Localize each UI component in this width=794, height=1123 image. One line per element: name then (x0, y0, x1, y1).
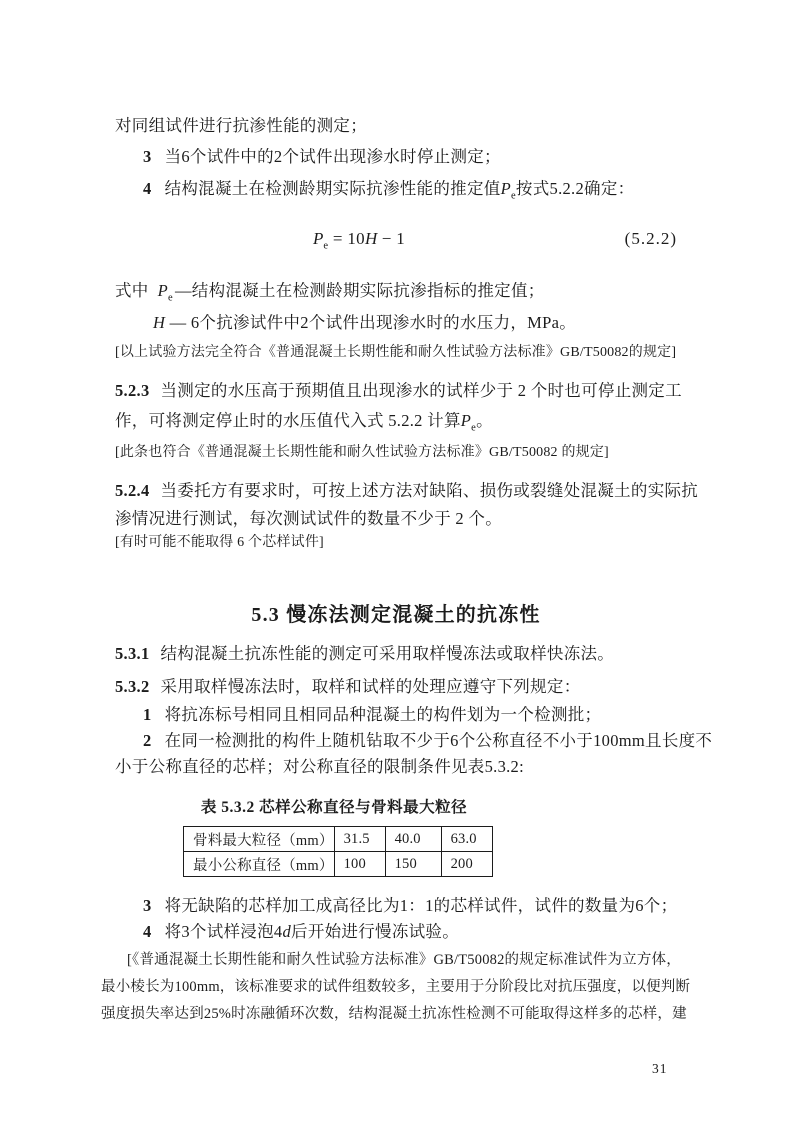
table-cell: 63.0 (441, 827, 492, 852)
clause-524-line-1 (115, 481, 699, 502)
clause-number: 5.3.1 (115, 644, 150, 663)
where-lead: 式中 (115, 281, 149, 300)
list-item-1 (115, 705, 705, 726)
item-text-tail: 按式5.2.2确定： (515, 179, 635, 198)
equation-operator: = 10 (328, 229, 365, 248)
clause-number: 5.2.4 (115, 481, 150, 500)
symbol-H: H (153, 313, 166, 332)
item-text: 将3个试样浸泡4 (164, 922, 283, 941)
bracket-note-4-line-3: 强度损失率达到25%时冻融循环次数，结构混凝土抗冻性检测不可能取得这样多的芯样，建 (101, 1006, 687, 1022)
table-cell: 31.5 (334, 827, 385, 852)
symbol-subscript: e (471, 422, 477, 434)
where-clause-pe (115, 281, 677, 302)
bracket-note-4-line-1: [《普通混凝土长期性能和耐久性试验方法标准》GB/T50082的规定标准试件为立方体， (127, 952, 681, 968)
symbol-subscript: e (168, 292, 173, 304)
clause-text: 当委托方有要求时，可按上述方法对缺陷、损伤或裂缝处混凝土的实际抗 (160, 481, 699, 500)
table-5-3-2 (183, 826, 493, 877)
table-title: 表 5.3.2 芯样公称直径与骨料最大粒径 (200, 799, 468, 816)
clause-number: 5.3.2 (115, 677, 150, 696)
bracket-note-4-line-2: 最小棱长为100mm，该标准要求的试件组数较多，主要用于分阶段比对抗压强度，以便判断 (101, 979, 691, 995)
clause-531 (115, 644, 677, 665)
clause-532 (115, 677, 677, 698)
equation-5-2-2 (115, 228, 677, 252)
item-number: 2 (143, 731, 152, 750)
table-cell: 150 (385, 852, 441, 877)
equation-tail: − 1 (377, 229, 406, 248)
equation-number: (5.2.2) (624, 229, 677, 248)
clause-524-line-2: 渗情况进行测试，每次测试试件的数量不少于 2 个。 (115, 509, 502, 528)
clause-number: 5.2.3 (115, 381, 150, 400)
bracket-note-1: [以上试验方法完全符合《普通混凝土长期性能和耐久性试验方法标准》GB/T50082的规定] (115, 345, 677, 360)
symbol-subscript: e (510, 190, 516, 202)
item-text-tail: 后开始进行慢冻试验。 (291, 922, 460, 941)
clause-text: 作，可将测定停止时的水压值代入式 5.2.2 计算 (115, 411, 461, 430)
symbol-P: P (460, 411, 472, 430)
item-text: 将无缺陷的芯样加工成高径比为1：1的芯样试件，试件的数量为6个； (164, 896, 678, 915)
section-heading-5-3: 5.3 慢冻法测定混凝土的抗冻性 (251, 604, 541, 626)
item-number: 4 (143, 922, 152, 941)
clause-523-line-2 (115, 411, 677, 432)
where-definition: —结构混凝土在检测龄期实际抗渗指标的推定值； (174, 281, 545, 300)
table-row (184, 827, 493, 852)
list-item-4 (115, 179, 705, 200)
table-cell: 200 (441, 852, 492, 877)
equation-expression (313, 228, 406, 252)
symbol-P-sub (157, 281, 173, 304)
item-number: 3 (143, 147, 152, 166)
symbol-P: P (157, 281, 168, 300)
table-cell: 100 (334, 852, 385, 877)
where-clause-h (115, 313, 715, 334)
list-item-2-line-2: 小于公称直径的芯样；对公称直径的限制条件见表5.3.2: (115, 757, 524, 776)
item-text: 结构混凝土在检测龄期实际抗渗性能的推定值 (164, 179, 501, 198)
clause-text: 当测定的水压高于预期值且出现渗水的试样少于 2 个时也可停止测定工 (160, 381, 682, 400)
symbol-P: P (313, 229, 324, 248)
list-item-4b (115, 922, 705, 943)
table-cell: 骨料最大粒径（mm） (184, 827, 335, 852)
bracket-note-2: [此条也符合《普通混凝土长期性能和耐久性试验方法标准》GB/T50082 的规定] (115, 445, 609, 460)
item-number: 1 (143, 705, 152, 724)
continuation-paragraph: 对同组试件进行抗渗性能的测定； (115, 116, 367, 135)
table-cell: 40.0 (385, 827, 441, 852)
where-definition: — 6个抗渗试件中2个试件出现渗水时的水压力，MPa。 (165, 313, 577, 332)
table-row (184, 852, 493, 877)
symbol-subscript: e (323, 240, 329, 252)
item-number: 3 (143, 896, 152, 915)
symbol-P: P (500, 179, 511, 198)
list-item-3 (115, 147, 705, 168)
list-item-2-line-1 (115, 731, 713, 752)
clause-text: 结构混凝土抗冻性能的测定可采用取样慢冻法或取样快冻法。 (160, 644, 615, 663)
item-text: 将抗冻标号相同且相同品种混凝土的构件划为一个检测批； (164, 705, 602, 724)
clause-text-tail: 。 (476, 411, 493, 430)
page-number: 31 (652, 1061, 668, 1076)
symbol-H: H (364, 229, 378, 248)
item-number: 4 (143, 179, 152, 198)
item-text: 当6个试件中的2个试件出现渗水时停止测定； (164, 147, 501, 166)
clause-text: 采用取样慢冻法时，取样和试样的处理应遵守下列规定： (160, 677, 581, 696)
table-cell: 最小公称直径（mm） (184, 852, 335, 877)
clause-523-line-1 (115, 381, 682, 402)
list-item-3b (115, 896, 705, 917)
symbol-d: d (282, 922, 292, 941)
bracket-note-3: [有时可能不能取得 6 个芯样试件] (115, 535, 324, 550)
item-text: 在同一检测批的构件上随机钻取不少于6个公称直径不小于100mm且长度不 (164, 731, 713, 750)
